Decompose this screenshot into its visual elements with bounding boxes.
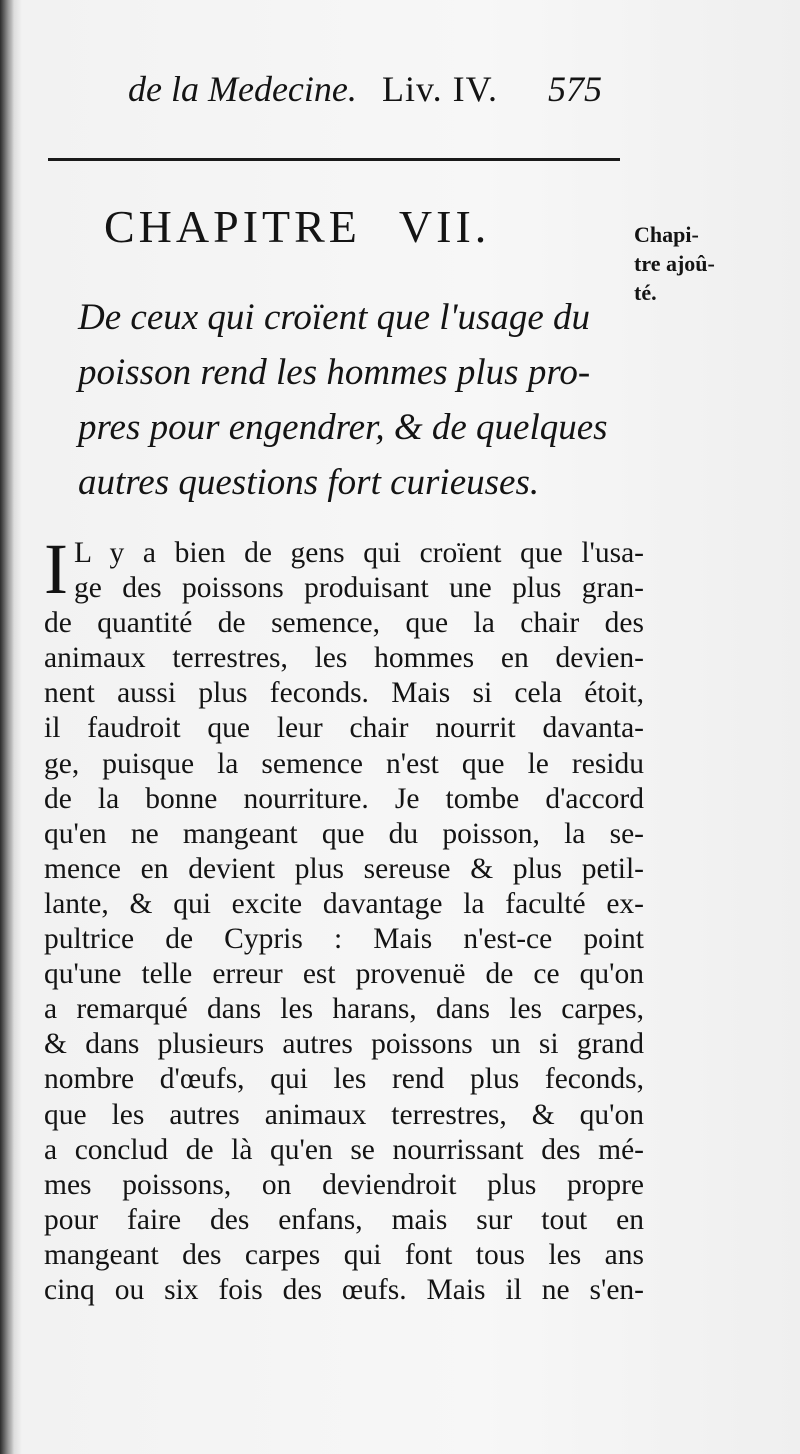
text-line: ge des poissons produisant une plus gran- (73, 572, 644, 605)
text-line: a remarqué dans les harans, dans les carpes, (44, 993, 644, 1026)
text-line: nent aussi plus feconds. Mais si cela étoit, (44, 677, 644, 710)
text-line: a conclud de là qu'en se nourrissant des mé- (44, 1133, 644, 1166)
page-number: 575 (548, 69, 602, 109)
margin-note-line: Chapi- (634, 222, 699, 247)
text-line: cinq ou six fois des œufs. Mais il ne s'en- (44, 1273, 644, 1306)
margin-note-line: tre ajoû- (634, 251, 715, 276)
text-line: L y a bien de gens qui croïent que l'usa- (73, 537, 644, 569)
subtitle-line: autres questions fort curieuses. (78, 462, 540, 503)
text-line: pour faire des enfans, mais sur tout en (44, 1203, 644, 1236)
margin-note (634, 220, 774, 307)
body-text (44, 529, 644, 1308)
text-line: nombre d'œufs, qui les rend plus feconds, (44, 1063, 644, 1096)
text-line: ge, puisque la semence n'est que le residu (44, 747, 644, 780)
subtitle-line: pres pour engendrer, & de quelques (78, 407, 608, 448)
chapter-word: CHAPITRE (104, 201, 361, 252)
header-rule (48, 158, 620, 161)
text-line: de la bonne nourriture. Je tombe d'accord (44, 782, 644, 815)
text-line: & dans plusieurs autres poissons un si grand (44, 1028, 644, 1061)
chapter-number: VII. (398, 201, 491, 252)
text-line: mence en devient plus sereuse & plus petil- (44, 852, 644, 885)
spine-shadow (0, 0, 14, 1454)
text-line: animaux terrestres, les hommes en devien- (44, 642, 644, 675)
chapter-title (104, 200, 490, 253)
text-line: que les autres animaux terrestres, & qu'on (44, 1098, 644, 1131)
running-title: de la Medecine. (128, 69, 357, 109)
text-line: mangeant des carpes qui font tous les ans (44, 1238, 644, 1271)
book-number: Liv. IV. (382, 69, 498, 109)
text-line: pultrice de Cypris : Mais n'est-ce point (44, 923, 644, 956)
subtitle-line: De ceux qui croïent que l'usage du (78, 297, 591, 338)
running-header (120, 62, 640, 112)
text-line: qu'une telle erreur est provenuë de ce qu'on (44, 958, 644, 991)
text-line: il faudroit que leur chair nourrit davanta- (44, 712, 644, 745)
margin-note-line: té. (634, 280, 657, 305)
text-line: qu'en ne mangeant que du poisson, la se- (44, 817, 644, 850)
text-line: mes poissons, on deviendroit plus propre (44, 1168, 644, 1201)
text-line: lante, & qui excite davantage la faculté ex- (44, 887, 644, 920)
text-line: de quantité de semence, que la chair des (44, 607, 644, 640)
subtitle-line: poisson rend les hommes plus pro- (78, 352, 591, 393)
chapter-subtitle (78, 290, 638, 510)
drop-cap: I (44, 529, 68, 609)
